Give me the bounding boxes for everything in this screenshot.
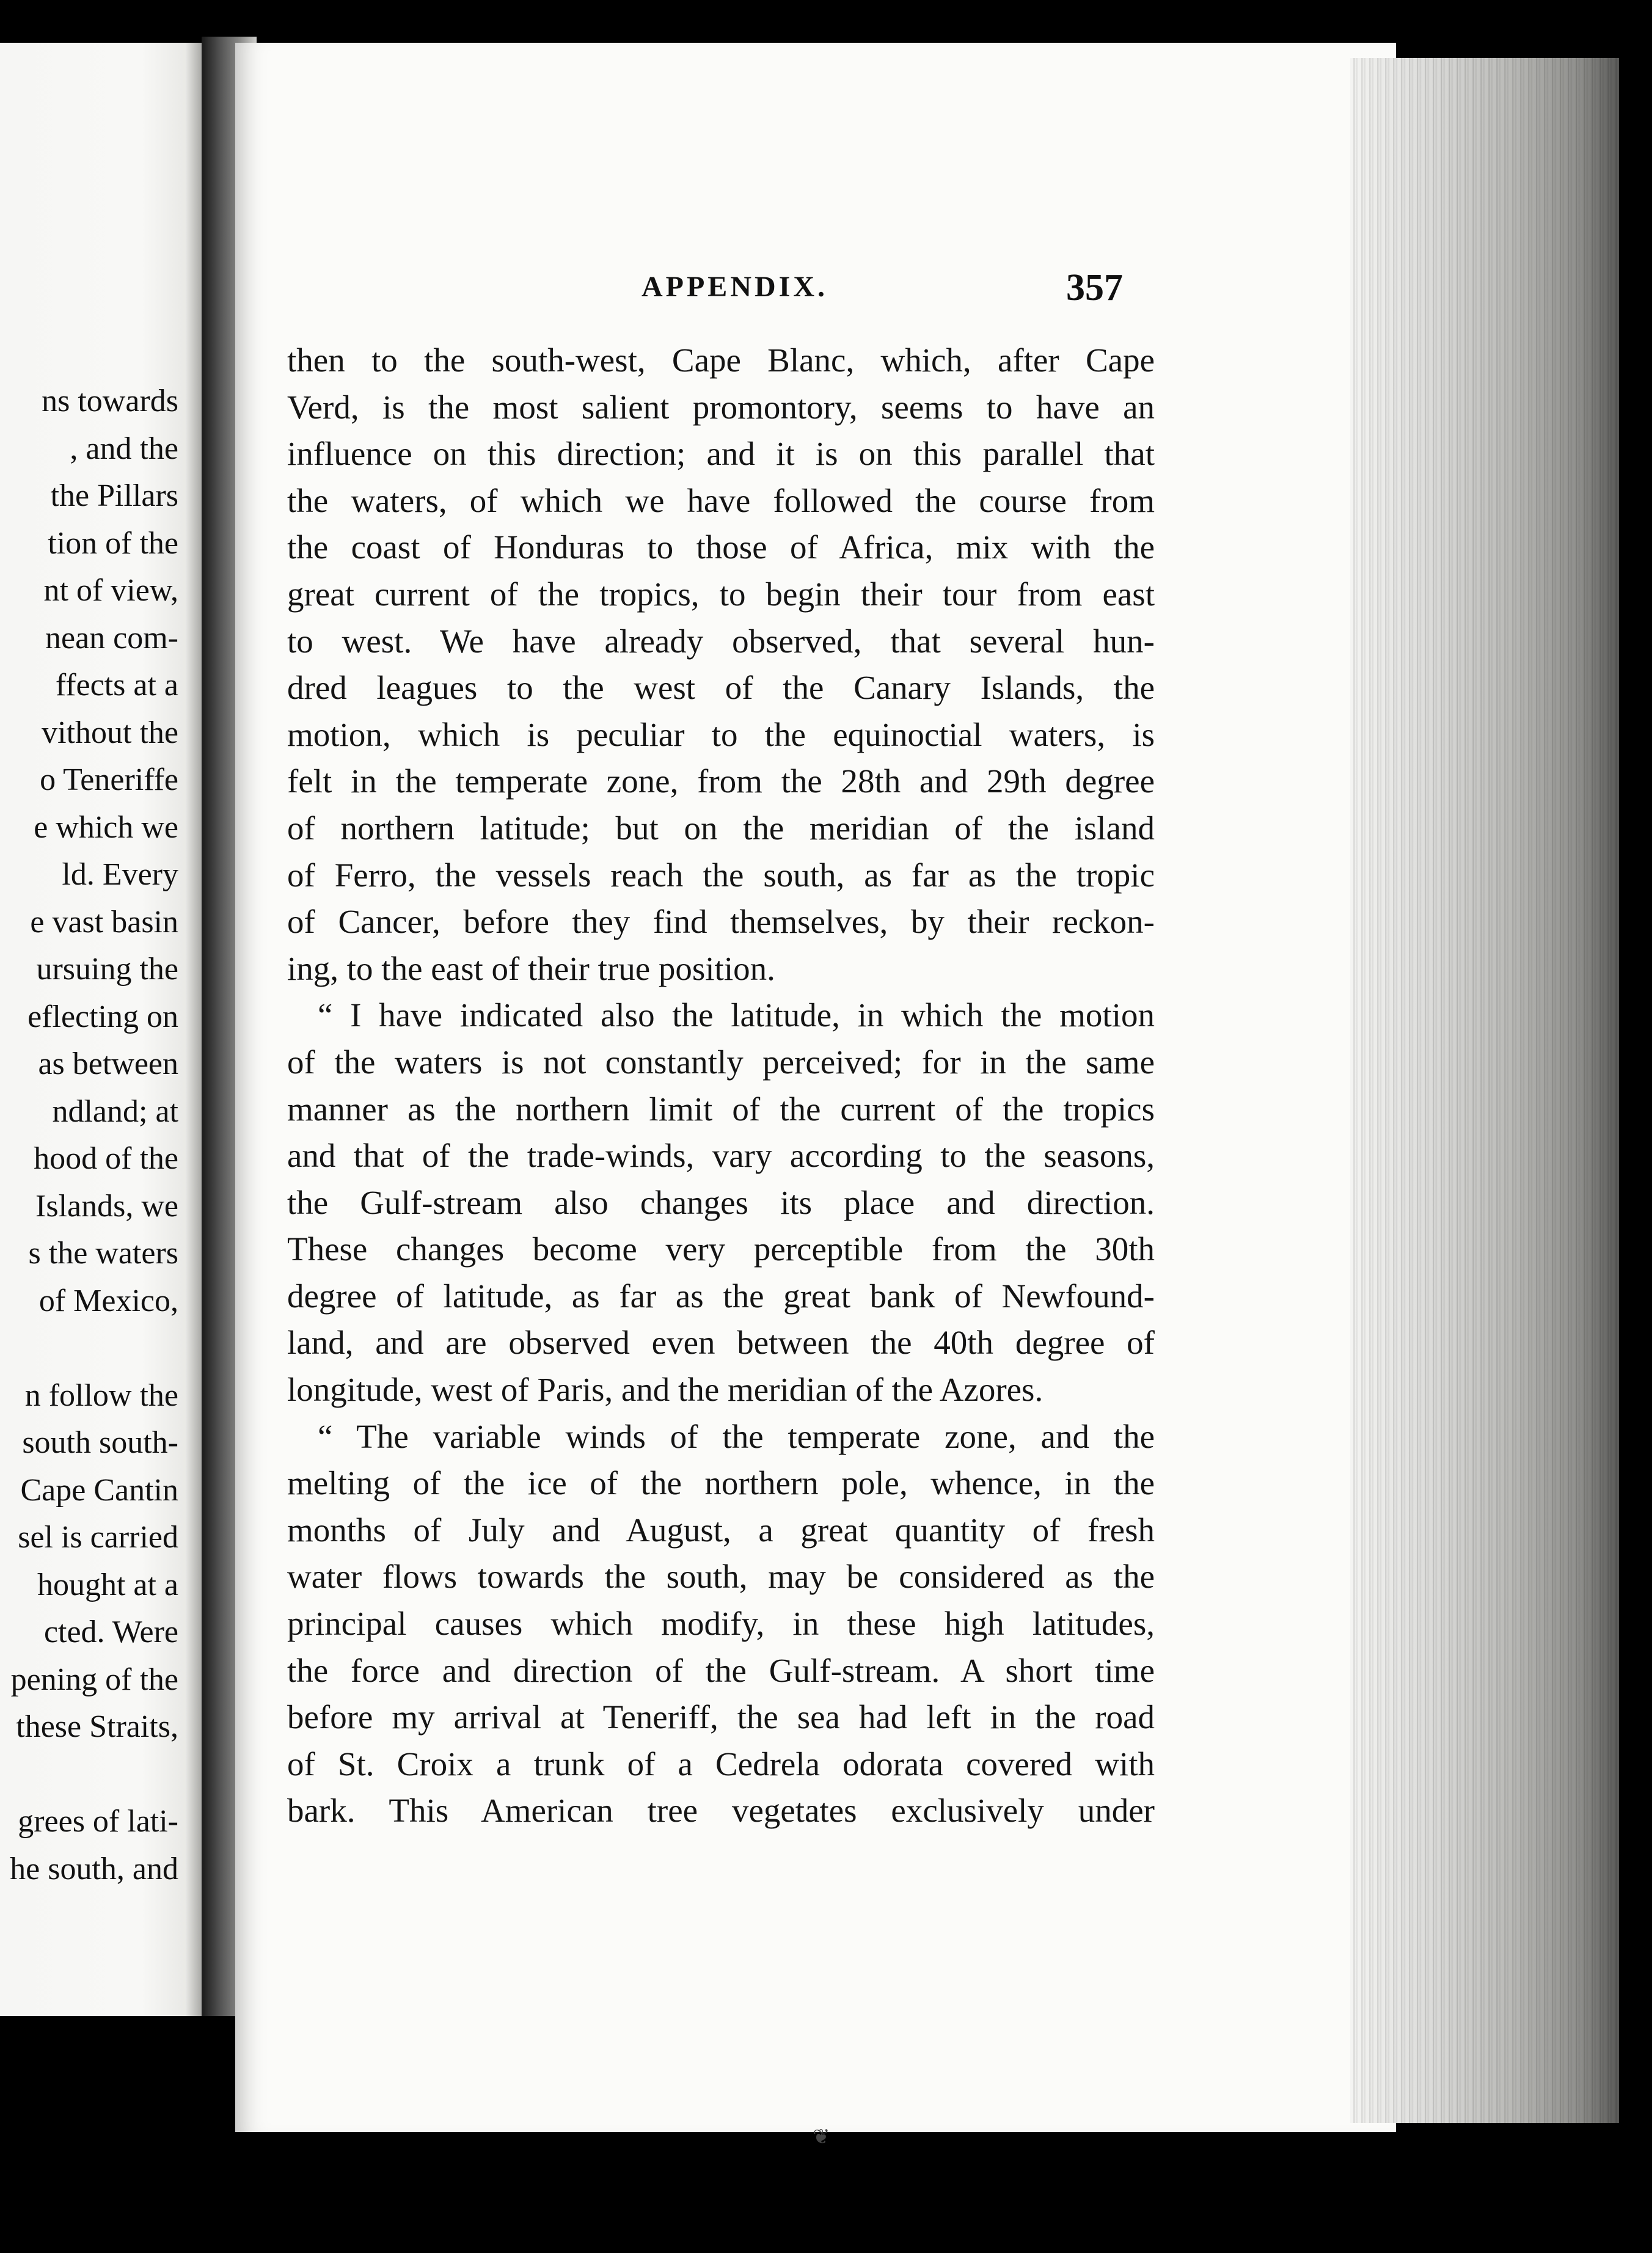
text-line: degree of latitude, as far as the great bank of Newfound- xyxy=(287,1277,1155,1315)
left-line: pening of the xyxy=(10,1662,178,1697)
text-line: melting of the ice of the northern pole, whence, in the xyxy=(287,1464,1155,1502)
left-facing-page xyxy=(0,43,202,2016)
left-line: the Pillars xyxy=(50,478,178,513)
text-line: of Cancer, before they find themselves, by their reckon- xyxy=(287,903,1155,941)
text-line: the waters, of which we have followed the course from xyxy=(287,481,1155,519)
left-line: ns towards xyxy=(42,384,178,418)
left-line: nean com- xyxy=(45,620,178,655)
left-line: ffects at a xyxy=(55,668,178,703)
left-line: ursuing the xyxy=(36,952,178,987)
text-line: principal causes which modify, in these high latitudes, xyxy=(287,1605,1155,1643)
left-line: grees of lati- xyxy=(18,1804,178,1839)
text-line: Verd, is the most salient promontory, seems to have an xyxy=(287,388,1155,426)
left-line: Islands, we xyxy=(35,1188,178,1224)
text-line: before my arrival at Teneriff, the sea had left in the road xyxy=(287,1698,1155,1736)
text-line: water flows towards the south, may be considered as the xyxy=(287,1558,1155,1596)
page-fore-edge xyxy=(1350,58,1619,2123)
text-line: longitude, west of Paris, and the meridian of the Azores. xyxy=(287,1371,1043,1409)
left-line: hood of the xyxy=(34,1141,178,1176)
left-line: o Teneriffe xyxy=(40,762,178,797)
text-line: months of July and August, a great quantity of fresh xyxy=(287,1511,1155,1549)
text-line: of St. Croix a trunk of a Cedrela odorata covered with xyxy=(287,1745,1155,1783)
left-line: eflecting on xyxy=(27,999,178,1034)
left-line: of Mexico, xyxy=(38,1283,178,1318)
left-line: as between xyxy=(38,1046,178,1081)
left-line: hought at a xyxy=(37,1567,178,1602)
left-line: s the waters xyxy=(28,1236,178,1271)
left-line: e vast basin xyxy=(30,904,178,940)
left-line: vithout the xyxy=(42,715,178,750)
text-line: of northern latitude; but on the meridian of the island xyxy=(287,809,1155,847)
text-line: manner as the northern limit of the current of the tropics xyxy=(287,1090,1155,1128)
text-line: “ I have indicated also the latitude, in which the motion xyxy=(318,996,1155,1034)
text-line: then to the south-west, Cape Blanc, which, after Cape xyxy=(287,341,1155,379)
text-line: ing, to the east of their true position. xyxy=(287,949,775,987)
text-line: motion, which is peculiar to the equinoctial waters, is xyxy=(287,715,1155,753)
text-line: great current of the tropics, to begin their tour from east xyxy=(287,575,1155,613)
left-line: tion of the xyxy=(48,525,178,561)
body-text xyxy=(287,337,1155,1835)
text-line: dred leagues to the west of the Canary Islands, the xyxy=(287,669,1155,707)
left-line: ndland; at xyxy=(52,1094,178,1129)
left-line: Cape Cantin xyxy=(20,1472,178,1508)
left-page-text xyxy=(0,378,178,1893)
left-line: ld. Every xyxy=(62,857,178,892)
text-line: land, and are observed even between the 40th degree of xyxy=(287,1324,1155,1362)
text-line: and that of the trade-winds, vary according to the seasons, xyxy=(287,1137,1155,1175)
text-line: “ The variable winds of the temperate zone, and the xyxy=(318,1417,1155,1455)
running-head: APPENDIX. xyxy=(641,271,828,303)
text-line: These changes become very perceptible from the 30th xyxy=(287,1230,1155,1268)
page-ornament-icon: ❦ xyxy=(813,2126,830,2149)
text-line: influence on this direction; and it is on this parallel that xyxy=(287,435,1155,473)
left-line: sel is carried xyxy=(18,1520,178,1555)
text-line: the force and direction of the Gulf-stream. A short time xyxy=(287,1651,1155,1689)
left-line: he south, and xyxy=(10,1851,178,1886)
text-line: of the waters is not constantly perceived; for in the same xyxy=(287,1043,1155,1081)
left-line: , and the xyxy=(70,431,178,466)
text-line: bark. This American tree vegetates exclusively under xyxy=(287,1792,1155,1830)
page-number: 357 xyxy=(1066,267,1123,309)
left-line: these Straits, xyxy=(16,1709,178,1744)
left-line xyxy=(0,1324,178,1372)
left-line: cted. Were xyxy=(43,1615,178,1649)
text-line: the coast of Honduras to those of Africa, mix with the xyxy=(287,528,1155,566)
left-line: south south- xyxy=(22,1425,178,1460)
text-line: to west. We have already observed, that several hun- xyxy=(287,622,1155,660)
left-line: n follow the xyxy=(24,1378,178,1413)
left-line: e which we xyxy=(34,809,178,845)
left-line xyxy=(0,1751,178,1798)
text-line: the Gulf-stream also changes its place and direction. xyxy=(287,1183,1155,1221)
left-line: nt of view, xyxy=(43,573,178,608)
text-line: of Ferro, the vessels reach the south, as far as the tropic xyxy=(287,856,1155,894)
text-line: felt in the temperate zone, from the 28th and 29th degree xyxy=(287,762,1155,800)
